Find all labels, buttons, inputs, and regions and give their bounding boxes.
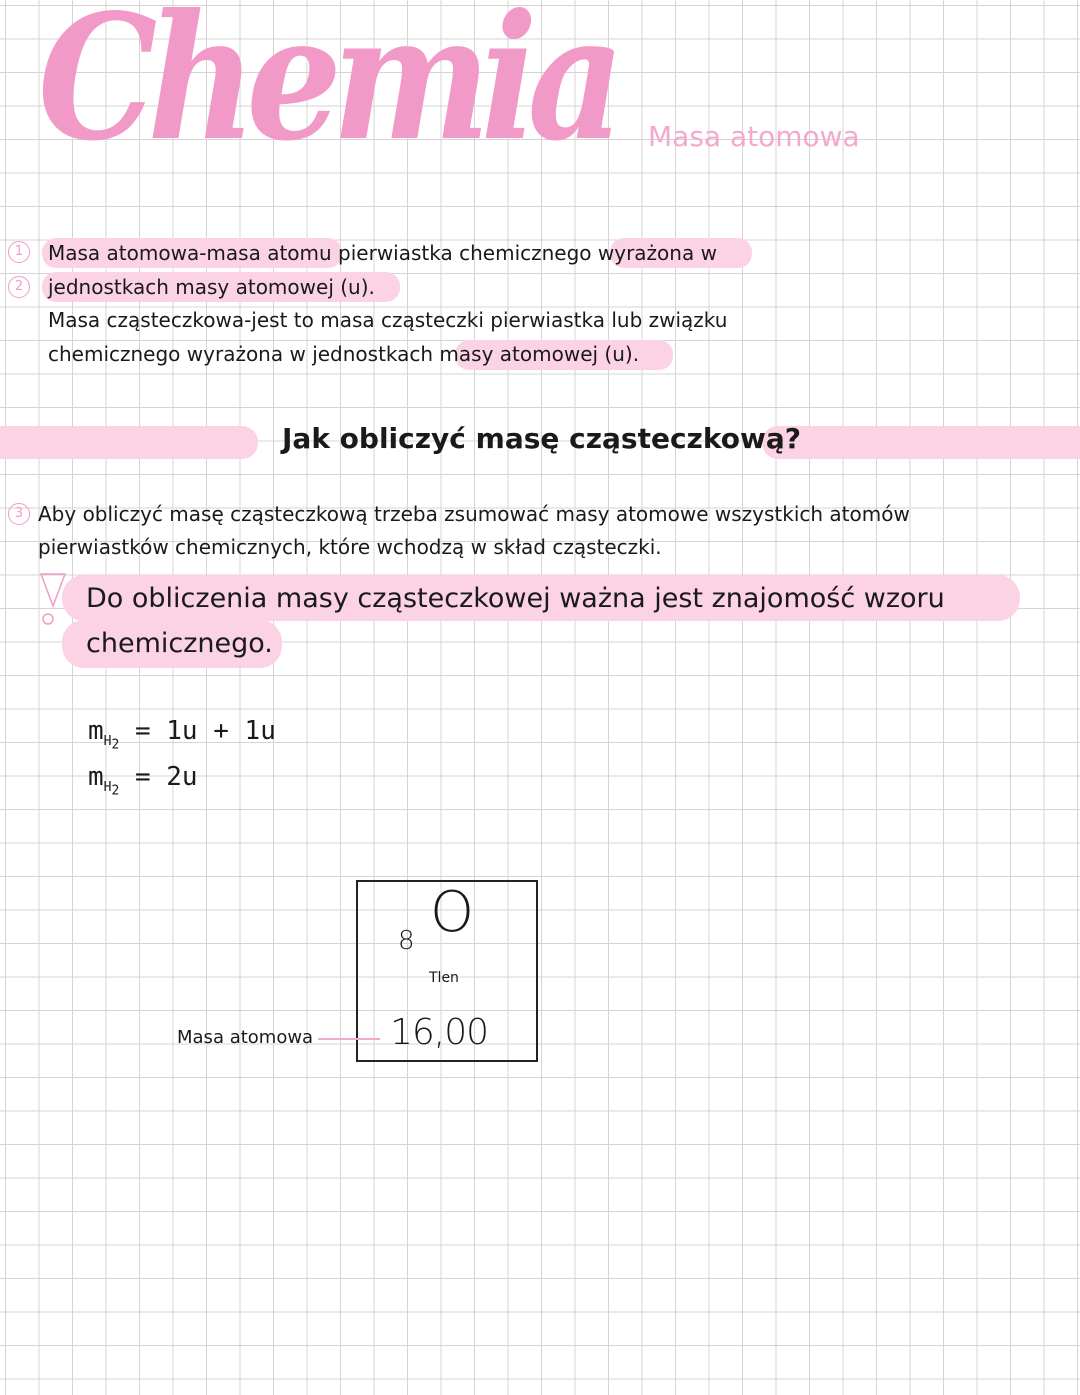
formula-2-element: H	[103, 780, 112, 796]
page-title: Chemia	[38, 0, 615, 180]
marker-2: 2	[8, 276, 30, 298]
marker-1: 1	[8, 241, 30, 263]
marker-3: 3	[8, 503, 30, 525]
element-name: Tlen	[429, 970, 459, 986]
explanation-line-1: Aby obliczyć masę cząsteczkową trzeba zsumować masy atomowe wszystkich atomów	[38, 502, 910, 526]
definition-line-1: Masa atomowa-masa atomu pierwiastka chemicznego wyrażona w	[48, 241, 717, 265]
heading-band-right	[762, 426, 1080, 459]
definition-line-4: chemicznego wyrażona w jednostkach masy atomowej (u).	[48, 342, 640, 366]
atomic-mass-pointer-line	[318, 1038, 380, 1040]
formula-2	[88, 762, 198, 799]
atomic-number: 8	[398, 926, 415, 956]
formula-1-mass: m	[88, 716, 104, 746]
heading-band-left	[0, 426, 258, 459]
formula-2-mass: m	[88, 762, 104, 792]
atomic-mass-label: Masa atomowa	[177, 1027, 314, 1048]
page-subtitle: Masa atomowa	[648, 120, 860, 153]
important-line-1: Do obliczenia masy cząsteczkowej ważna jest znajomość wzoru	[86, 583, 945, 614]
atomic-mass: 16,00	[390, 1012, 489, 1053]
important-line-2: chemicznego.	[86, 628, 273, 659]
definition-line-2: jednostkach masy atomowej (u).	[48, 275, 375, 299]
formula-1-element: H	[103, 734, 112, 750]
formula-1-rhs: = 1u + 1u	[134, 716, 276, 746]
explanation-line-2: pierwiastków chemicznych, które wchodzą w skład cząsteczki.	[38, 535, 662, 559]
element-symbol: O	[430, 880, 475, 945]
definition-line-3: Masa cząsteczkowa-jest to masa cząsteczki pierwiastka lub związku	[48, 308, 728, 332]
formula-1	[88, 716, 276, 753]
section-heading: Jak obliczyć masę cząsteczkową?	[282, 422, 801, 455]
formula-1-index: 2	[111, 737, 120, 753]
formula-2-index: 2	[111, 783, 120, 799]
formula-2-rhs: = 2u	[134, 762, 198, 792]
